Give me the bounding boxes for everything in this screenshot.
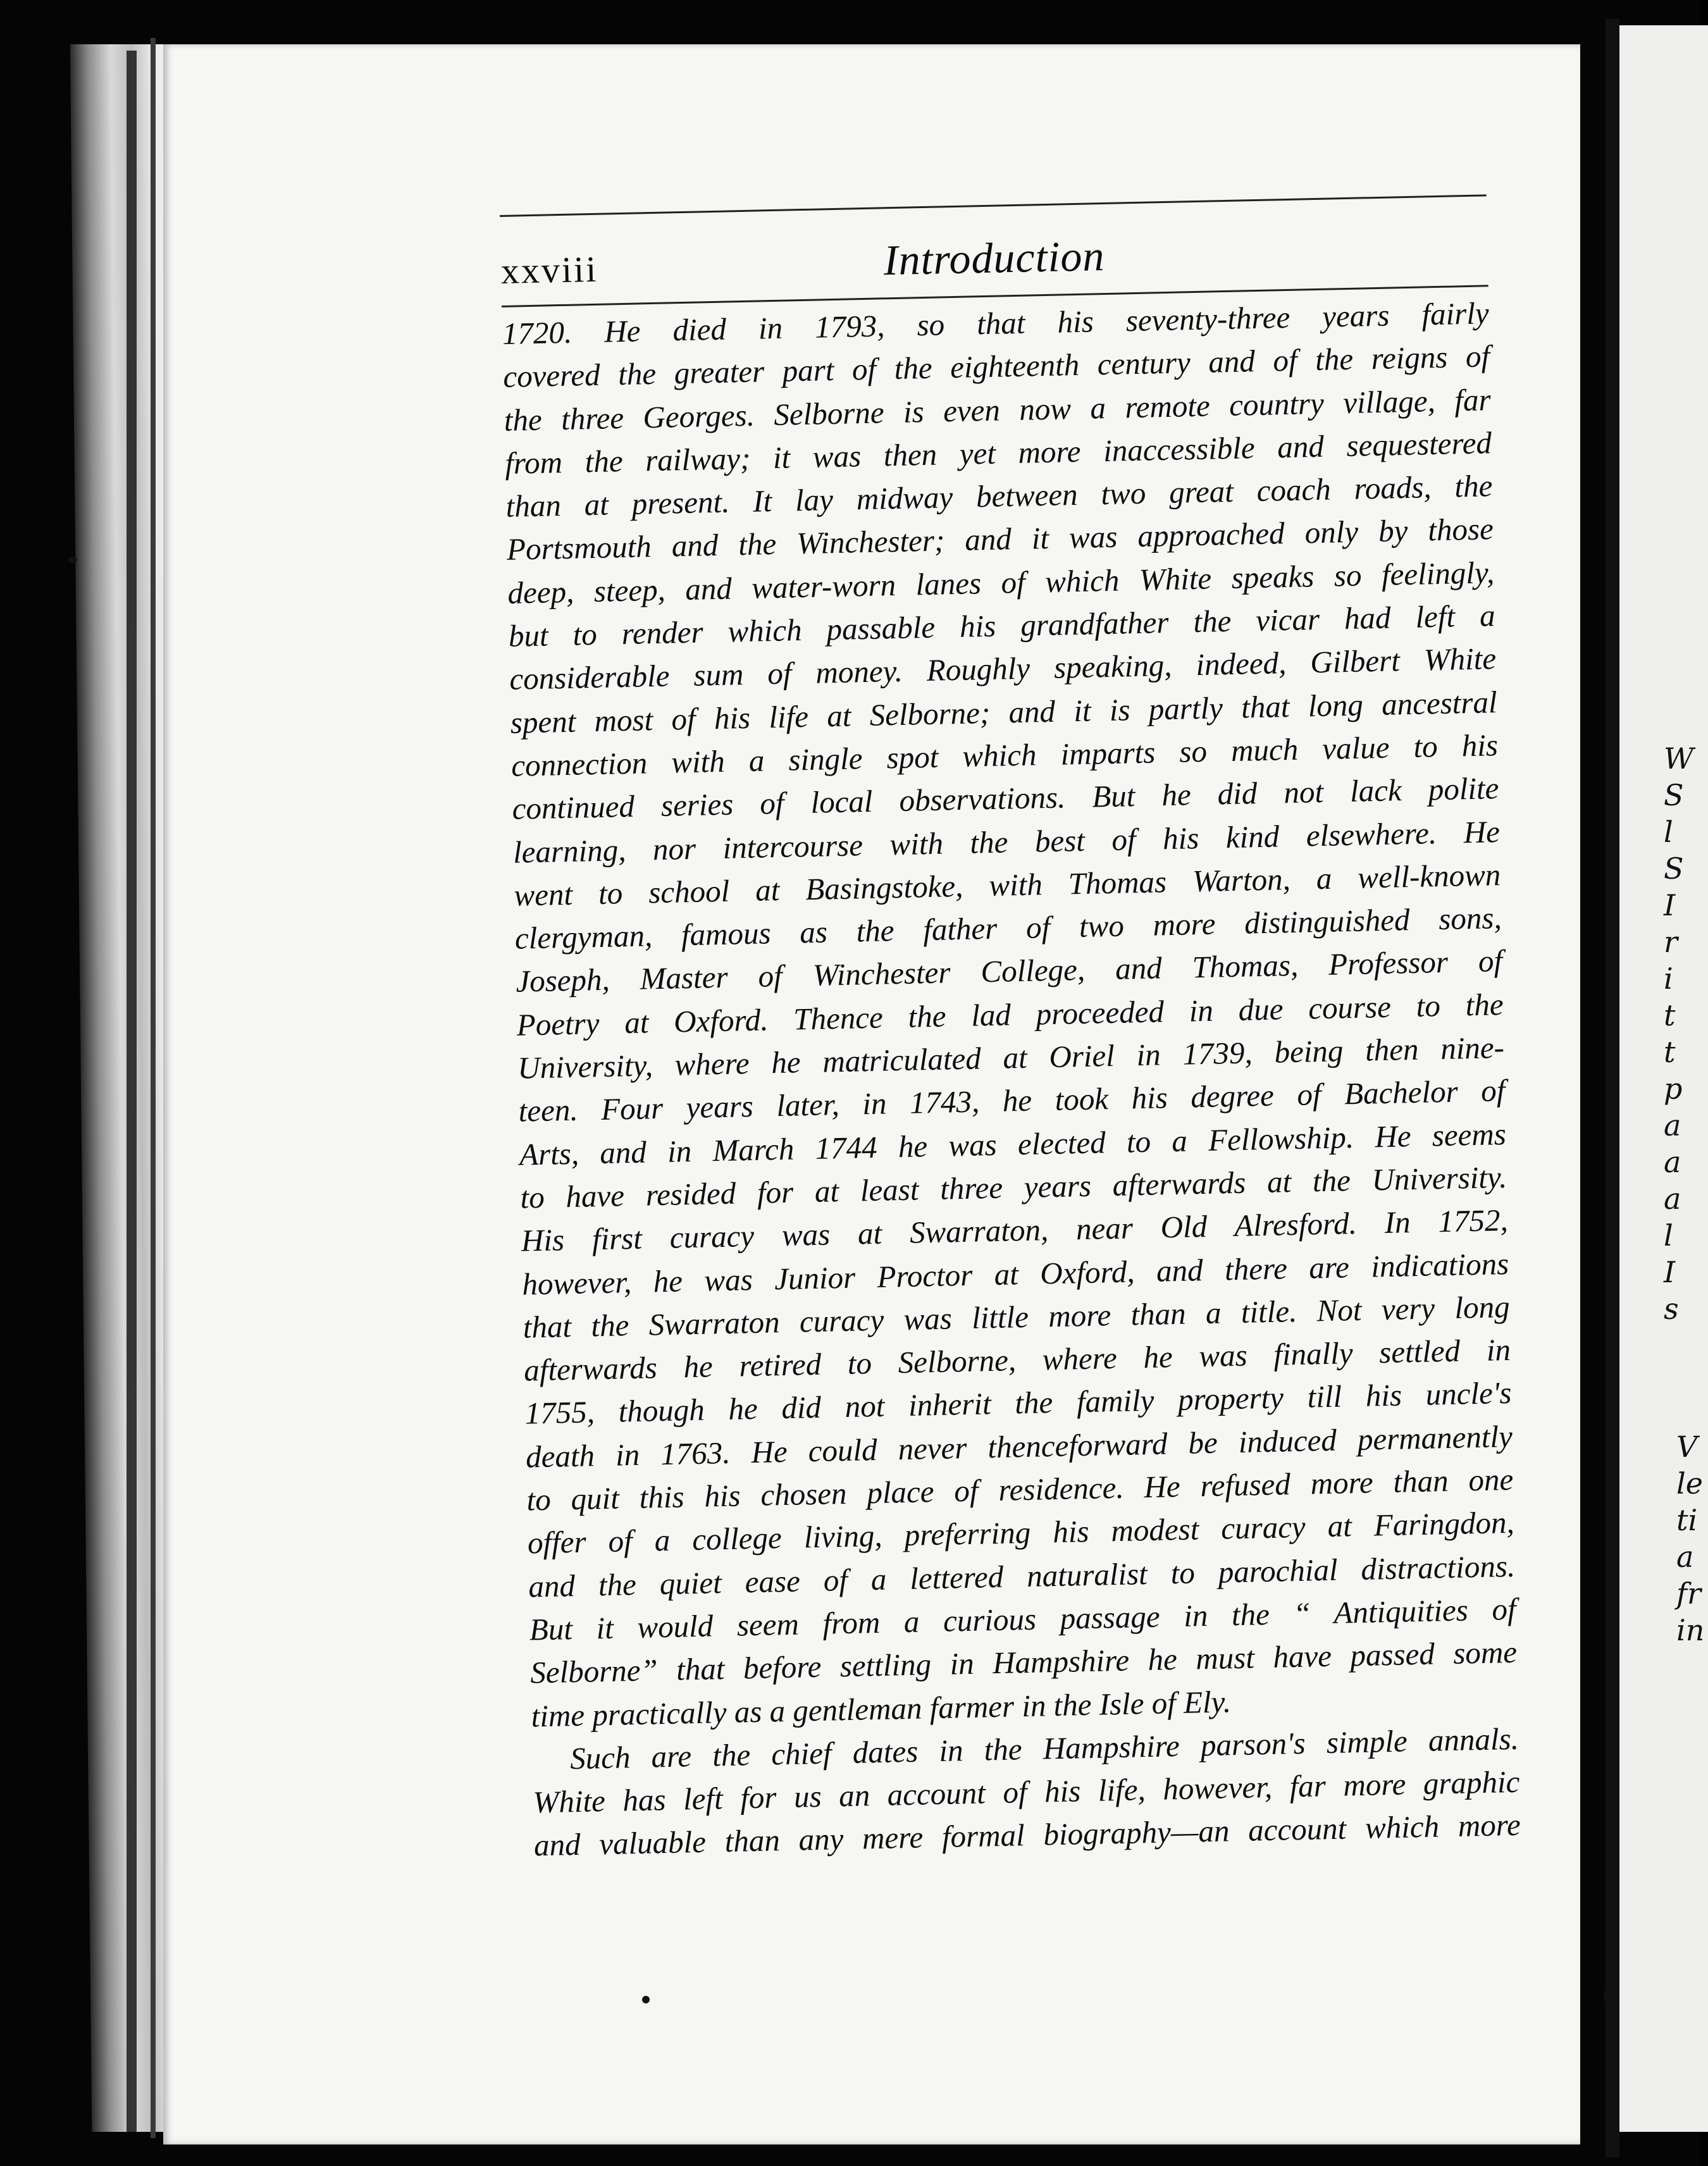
facing-fragment: a (1664, 1108, 1681, 1142)
facing-fragment: r (1664, 925, 1678, 959)
text-line: continued series of local observations. But he did not lack polite (512, 770, 1499, 827)
text-line: that the Swarraton curacy was little more than a title. Not very long (523, 1289, 1511, 1345)
facing-fragment: a (1664, 1182, 1681, 1216)
text-line: covered the greater part of the eighteenth century and of the reigns of (502, 338, 1490, 395)
text-line: Such are the chief dates in the Hampshire parson's simple annals. (569, 1721, 1519, 1776)
text-line: to quit this his chosen place of residence. He refused more than one (526, 1461, 1514, 1518)
facing-fragment: ti (1676, 1503, 1698, 1537)
binding-shadow (151, 38, 156, 2138)
text-line: offer of a college living, preferring his modest curacy at Faringdon, (527, 1505, 1515, 1561)
text-line: death in 1763. He could never thenceforward be induced permanently (525, 1418, 1513, 1475)
text-line: went to school at Basingstoke, with Thomas Warton, a well-known (513, 857, 1501, 913)
scan-speck (68, 557, 77, 563)
text-line: deep, steep, and water-worn lanes of which White speaks so feelingly, (507, 554, 1495, 610)
facing-fragment: a (1664, 1145, 1681, 1179)
text-line: however, he was Junior Proctor at Oxford, and there are indications (521, 1246, 1509, 1302)
text-line: time practically as a gentleman farmer in the Isle of Ely. (531, 1683, 1232, 1733)
facing-fragment: s (1664, 1292, 1679, 1326)
text-line: 1755, though he did not inherit the family property till his uncle's (524, 1375, 1512, 1432)
facing-fragment: a (1676, 1540, 1694, 1574)
text-line: Poetry at Oxford. Thence the lad proceeded in due course to the (516, 986, 1504, 1043)
facing-fragment: in (1676, 1613, 1705, 1647)
text-line: spent most of his life at Selborne; and it is partly that long ancestral (510, 684, 1498, 740)
text-line: Portsmouth and the Winchester; and it was approached only by those (506, 511, 1494, 567)
text-line: Joseph, Master of Winchester College, and Thomas, Professor of (515, 943, 1503, 999)
facing-fragment: t (1664, 998, 1676, 1032)
facing-page-text (1664, 740, 1702, 1327)
facing-fragment: V (1676, 1430, 1698, 1464)
text-line: His first curacy was at Swarraton, near Old Alresford. In 1752, (521, 1203, 1509, 1258)
facing-fragment: S (1664, 778, 1684, 812)
facing-fragment: i (1664, 962, 1673, 996)
page-header (500, 223, 1488, 297)
text-line: the three Georges. Selborne is even now a remote country village, far (504, 381, 1492, 438)
facing-fragment: fr (1676, 1576, 1702, 1611)
text-line: 1720. He died in 1793, so that his seventy-three years fairly (502, 295, 1490, 351)
text-line: Arts, and in March 1744 he was elected to a Fellowship. He seems (519, 1116, 1507, 1172)
text-line: University, where he matriculated at Oriel in 1739, being then nine- (517, 1030, 1505, 1086)
text-line: than at present. It lay midway between two great coach roads, the (505, 468, 1493, 524)
scan-speck (642, 1996, 650, 2003)
text-line: Selborne” that before settling in Hampshire he must have passed some (529, 1635, 1518, 1690)
page-text-block (500, 194, 1521, 1867)
text-line: But it would seem from a curious passage in the “ Antiquities of (529, 1591, 1517, 1647)
facing-fragment: I (1664, 888, 1676, 922)
facing-fragment: le (1676, 1466, 1703, 1501)
text-line: clergyman, famous as the father of two more distinguished sons, (514, 900, 1502, 956)
text-line: from the railway; it was then yet more inaccessible and sequestered (504, 425, 1492, 481)
text-line: learning, nor intercourse with the best of his kind elsewhere. He (512, 814, 1501, 870)
running-head: Introduction (883, 231, 1106, 285)
facing-page-text (1676, 1428, 1705, 1649)
facing-fragment: I (1664, 1255, 1676, 1289)
text-line: considerable sum of money. Roughly speaking, indeed, Gilbert White (509, 641, 1497, 697)
facing-fragment: l (1664, 1218, 1673, 1253)
binding-shadow (127, 51, 137, 2132)
text-line: connection with a single spot which imparts so much value to his (511, 727, 1499, 783)
text-line: afterwards he retired to Selborne, where he was finally settled in (523, 1332, 1511, 1388)
text-line: teen. Four years later, in 1743, he took his degree of Bachelor of (518, 1073, 1506, 1129)
facing-fragment: t (1664, 1035, 1676, 1069)
text-line: but to render which passable his grandfather the vicar had left a (508, 598, 1496, 653)
text-line: and the quiet ease of a lettered naturalist to parochial distractions. (528, 1548, 1516, 1604)
facing-fragment: W (1664, 741, 1694, 776)
text-line: and valuable than any mere formal biography—an account which more (533, 1807, 1521, 1863)
body-text (502, 292, 1521, 1867)
facing-fragment: S (1664, 851, 1684, 886)
page-number: xxviii (500, 248, 598, 292)
text-line: White has left for us an account of his life, however, far more graphic (532, 1764, 1520, 1820)
facing-fragment: p (1664, 1072, 1683, 1106)
gutter-shadow (1606, 19, 1619, 2157)
text-line: to have resided for at least three years afterwards at the University. (519, 1159, 1507, 1215)
scan-speck (1604, 1986, 1616, 2004)
facing-fragment: l (1664, 815, 1673, 849)
